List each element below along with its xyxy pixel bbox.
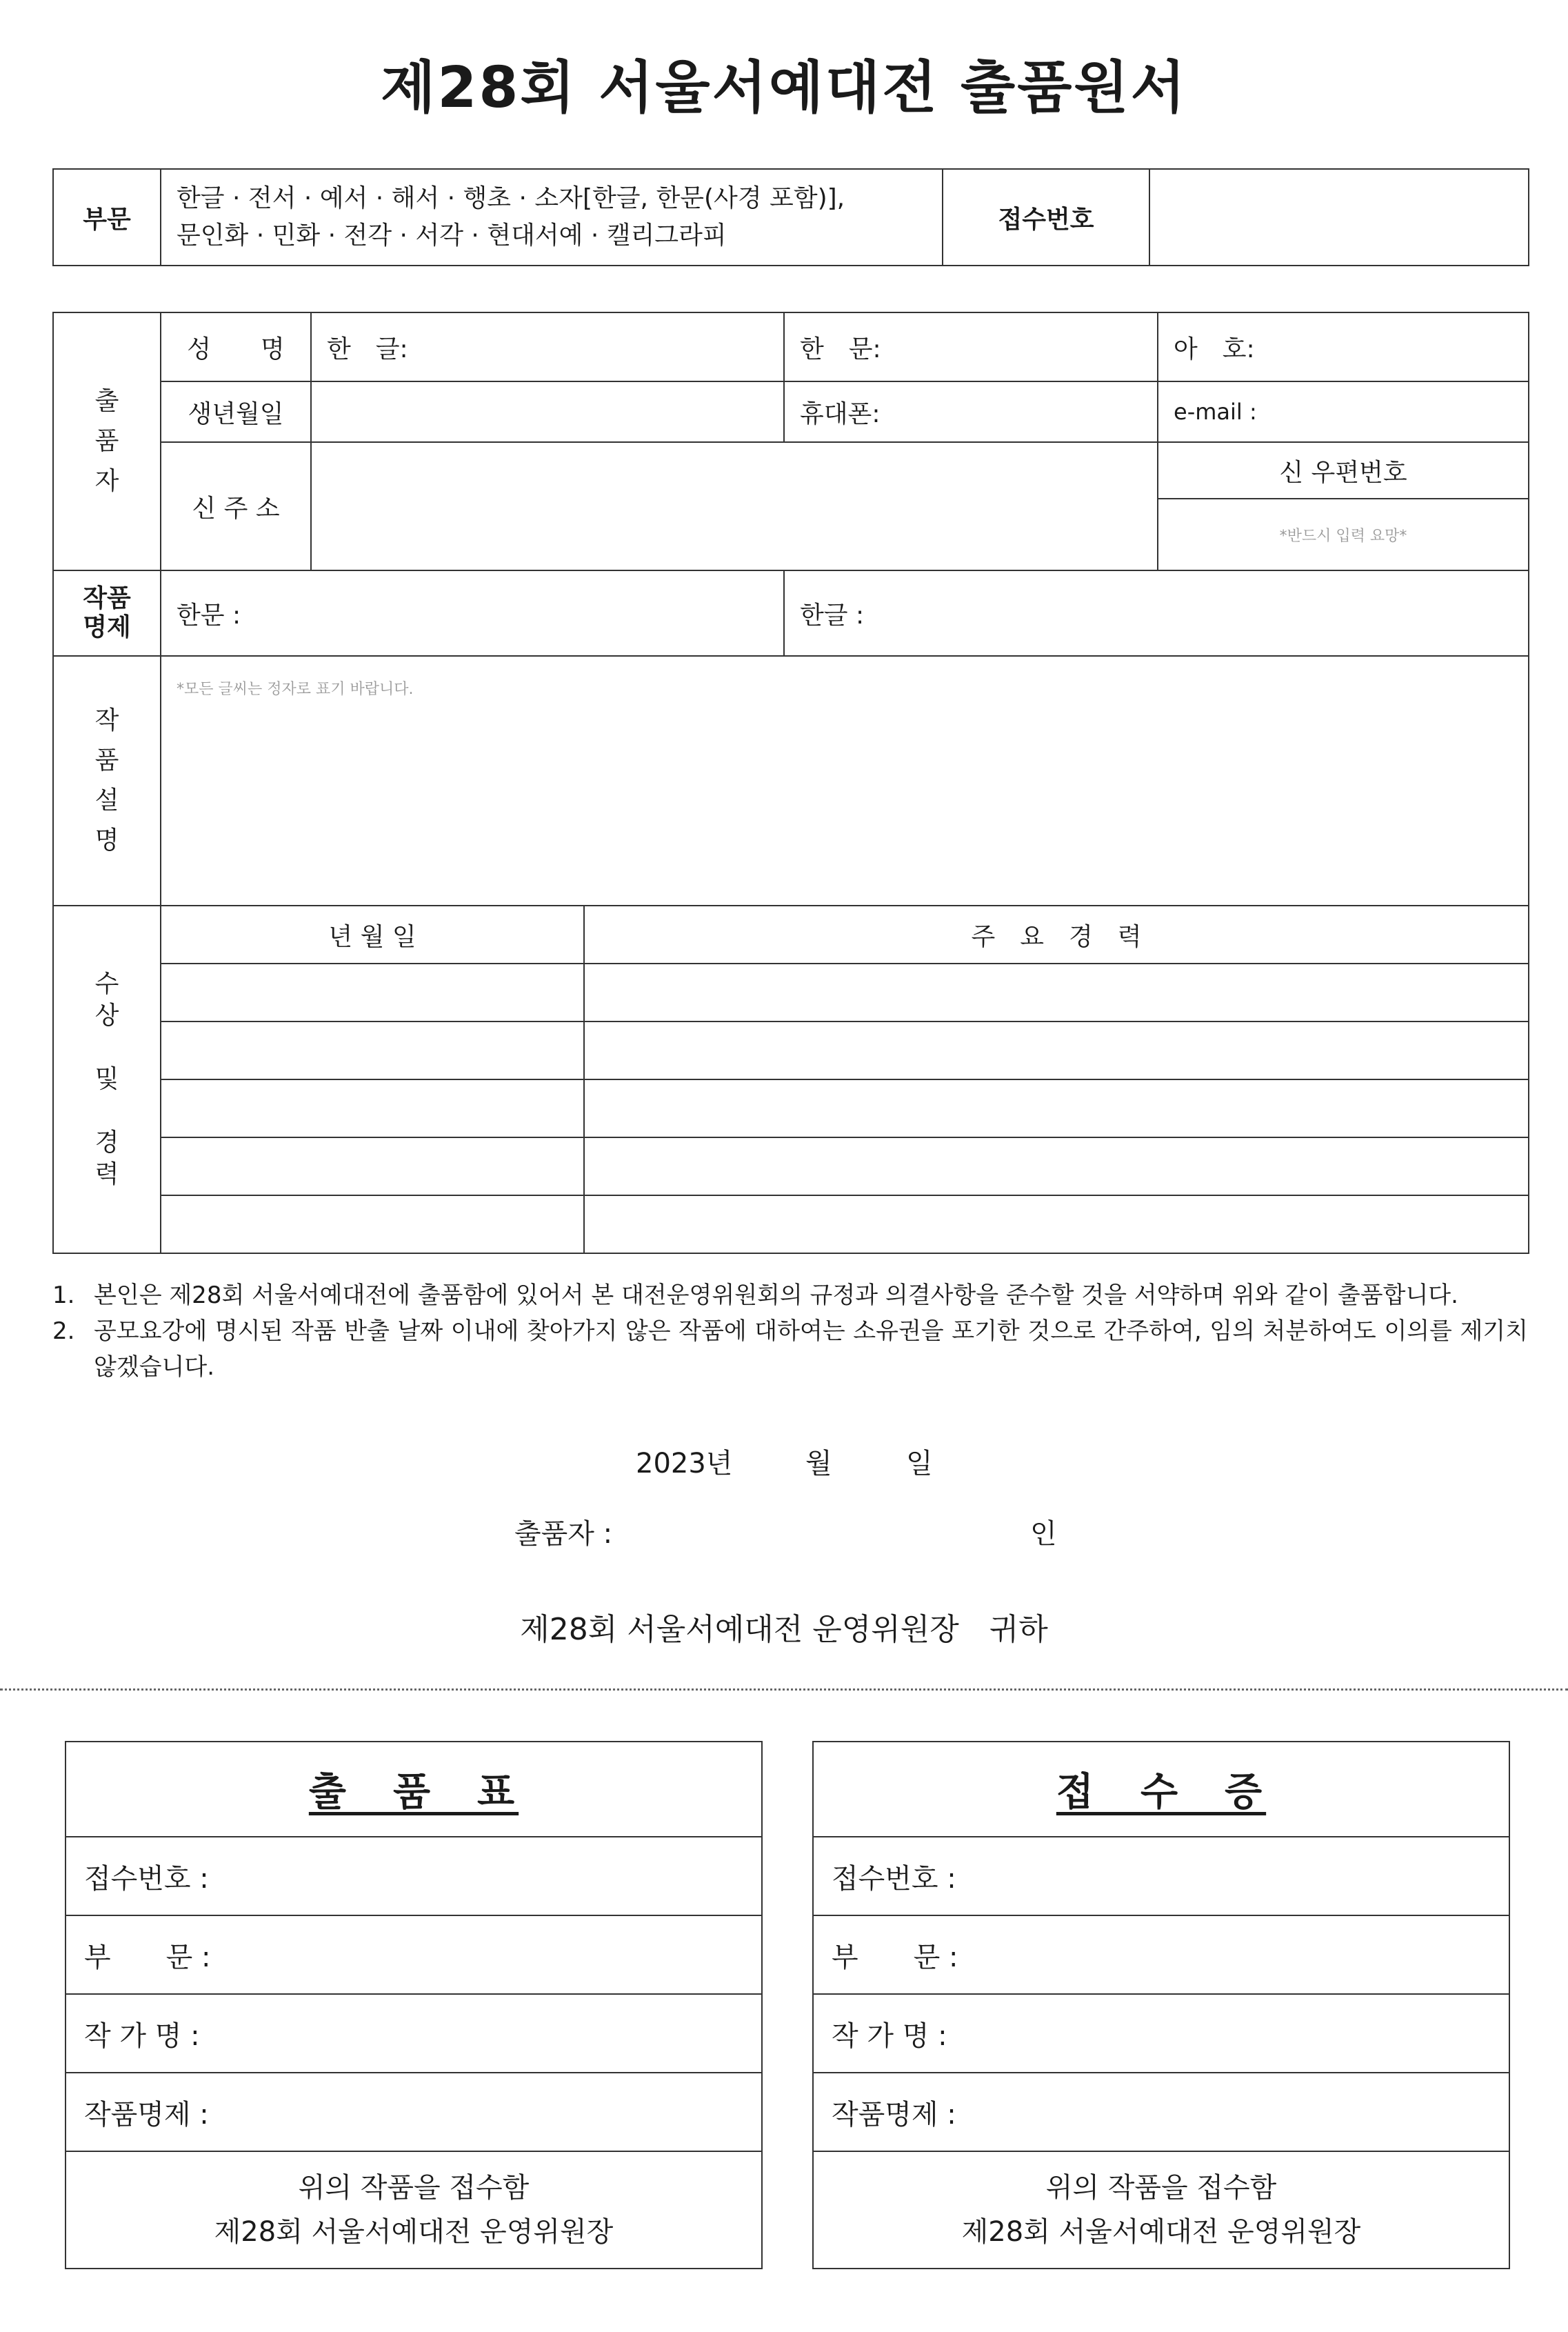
career-date-cell[interactable] bbox=[161, 1079, 584, 1137]
pledge-note-number: 2. bbox=[52, 1317, 75, 1345]
category-label: 부문 bbox=[53, 169, 161, 266]
receipt-slip-footer-line2: 제28회 서울서예대전 운영위원장 bbox=[961, 2216, 1361, 2248]
career-date-cell[interactable] bbox=[161, 1195, 584, 1253]
career-label-char: 상 bbox=[94, 1001, 119, 1030]
birth-field[interactable] bbox=[311, 381, 784, 442]
category-table bbox=[52, 168, 1529, 266]
career-history-cell[interactable] bbox=[584, 1022, 1529, 1079]
category-options-line1: 한글 · 전서 · 예서 · 해서 · 행초 · 소자[한글, 한문(사경 포함)], bbox=[177, 184, 845, 212]
birth-label: 생년월일 bbox=[161, 381, 311, 442]
description-label-char: 작 bbox=[94, 706, 119, 735]
address-field[interactable] bbox=[311, 442, 1158, 570]
date-month[interactable]: 월 bbox=[805, 1448, 832, 1479]
career-label-char: 력 bbox=[94, 1160, 119, 1188]
career-history-cell[interactable] bbox=[584, 1195, 1529, 1253]
career-date-cell[interactable] bbox=[161, 1137, 584, 1195]
description-label-char: 설 bbox=[94, 786, 119, 815]
signature-label: 출품자 : bbox=[514, 1518, 613, 1550]
career-history-cell[interactable] bbox=[584, 1137, 1529, 1195]
description-label bbox=[53, 656, 161, 906]
receipt-slip-category[interactable]: 부 문 : bbox=[813, 1915, 1509, 1994]
pledge-note-text: 공모요강에 명시된 작품 반출 날짜 이내에 찾아가지 않은 작품에 대하여는 소유권을 포기한 것으로 간주하여, 임의 처분하여도 이의를 제기치 않겠습니다. bbox=[94, 1317, 1529, 1381]
career-date-cell[interactable] bbox=[161, 964, 584, 1022]
entry-slip-title-text: 출 품 표 bbox=[308, 1770, 519, 1815]
postal-code-label: 신 우편번호 bbox=[1158, 442, 1529, 499]
date-year: 2023년 bbox=[636, 1448, 733, 1479]
pledge-note-text: 본인은 제28회 서울서예대전에 출품함에 있어서 본 대전운영위원회의 규정과 의결사항을 준수할 것을 서약하며 위와 같이 출품합니다. bbox=[94, 1282, 1458, 1309]
category-options-line2: 문인화 · 민화 · 전각 · 서각 · 현대서예 · 캘리그라피 bbox=[177, 221, 727, 250]
applicant-label-char: 자 bbox=[94, 467, 119, 495]
entry-slip-receipt[interactable]: 접수번호 : bbox=[66, 1837, 762, 1915]
work-title-label bbox=[53, 570, 161, 656]
phone-field[interactable]: 휴대폰: bbox=[784, 381, 1158, 442]
career-label-char: 및 bbox=[94, 1065, 119, 1093]
applicant-section-label bbox=[53, 312, 161, 570]
page-title: 제28회 서울서예대전 출품원서 bbox=[381, 55, 1187, 121]
work-title-hanja-field[interactable]: 한문 : bbox=[161, 570, 784, 656]
postal-code-field[interactable]: *반드시 입력 요망* bbox=[1158, 499, 1529, 570]
receipt-slip-footer-line1: 위의 작품을 접수함 bbox=[1045, 2172, 1277, 2204]
receipt-slip-title bbox=[813, 1742, 1509, 1837]
pledge-note bbox=[52, 1313, 1528, 1385]
career-label-spacer bbox=[54, 1095, 160, 1127]
pen-name-field[interactable]: 아 호: bbox=[1158, 312, 1529, 381]
receipt-slip-title-text: 접 수 증 bbox=[1056, 1770, 1267, 1815]
receipt-slip-artist[interactable]: 작 가 명 : bbox=[813, 1994, 1509, 2073]
addressee: 제28회 서울서예대전 운영위원장 귀하 bbox=[520, 1612, 1048, 1647]
receipt-slip-work[interactable]: 작품명제 : bbox=[813, 2073, 1509, 2151]
description-field[interactable] bbox=[161, 656, 1529, 906]
name-label: 성 명 bbox=[161, 312, 311, 381]
entry-slip-category[interactable]: 부 문 : bbox=[66, 1915, 762, 1994]
pledge-note bbox=[52, 1277, 1528, 1313]
pledge-note-number: 1. bbox=[52, 1282, 75, 1309]
entry-slip-artist[interactable]: 작 가 명 : bbox=[66, 1994, 762, 2073]
career-label-char: 경 bbox=[94, 1128, 119, 1157]
career-history-header: 주 요 경 력 bbox=[584, 906, 1529, 964]
description-label-char: 명 bbox=[94, 826, 119, 855]
description-hint: *모든 글씨는 정자로 표기 바랍니다. bbox=[177, 681, 414, 698]
application-table bbox=[52, 312, 1529, 1254]
applicant-label-char: 출 bbox=[94, 387, 119, 415]
career-label bbox=[53, 906, 161, 1253]
receipt-slip-receipt[interactable]: 접수번호 : bbox=[813, 1837, 1509, 1915]
name-hangul-field[interactable]: 한 글: bbox=[311, 312, 784, 381]
work-title-label-line: 작품 bbox=[83, 584, 131, 612]
entry-slip-footer bbox=[66, 2151, 762, 2269]
receipt-slip bbox=[812, 1741, 1510, 2269]
entry-slip bbox=[65, 1741, 763, 2269]
receipt-slip-footer bbox=[813, 2151, 1509, 2269]
applicant-label-char: 품 bbox=[94, 427, 119, 455]
pledge-notes bbox=[52, 1277, 1528, 1385]
email-field[interactable]: e-mail : bbox=[1158, 381, 1529, 442]
entry-slip-footer-line1: 위의 작품을 접수함 bbox=[298, 2172, 530, 2204]
career-history-cell[interactable] bbox=[584, 964, 1529, 1022]
description-label-char: 품 bbox=[94, 746, 119, 775]
career-history-cell[interactable] bbox=[584, 1079, 1529, 1137]
career-date-cell[interactable] bbox=[161, 1022, 584, 1079]
entry-slip-footer-line2: 제28회 서울서예대전 운영위원장 bbox=[214, 2216, 614, 2248]
category-options bbox=[161, 169, 943, 266]
career-label-spacer bbox=[54, 1032, 160, 1064]
seal-mark[interactable]: 인 bbox=[1030, 1518, 1057, 1550]
career-label-char: 수 bbox=[94, 970, 119, 998]
receipt-number-label: 접수번호 bbox=[943, 169, 1149, 266]
date-day[interactable]: 일 bbox=[906, 1448, 933, 1479]
work-title-hangul-field[interactable]: 한글 : bbox=[784, 570, 1529, 656]
cut-line bbox=[0, 1688, 1568, 1691]
career-date-header: 년 월 일 bbox=[161, 906, 584, 964]
name-hanja-field[interactable]: 한 문: bbox=[784, 312, 1158, 381]
address-label: 신 주 소 bbox=[161, 442, 311, 570]
receipt-number-field[interactable] bbox=[1149, 169, 1529, 266]
entry-slip-title bbox=[66, 1742, 762, 1837]
work-title-label-line: 명제 bbox=[83, 613, 131, 641]
entry-slip-work[interactable]: 작품명제 : bbox=[66, 2073, 762, 2151]
